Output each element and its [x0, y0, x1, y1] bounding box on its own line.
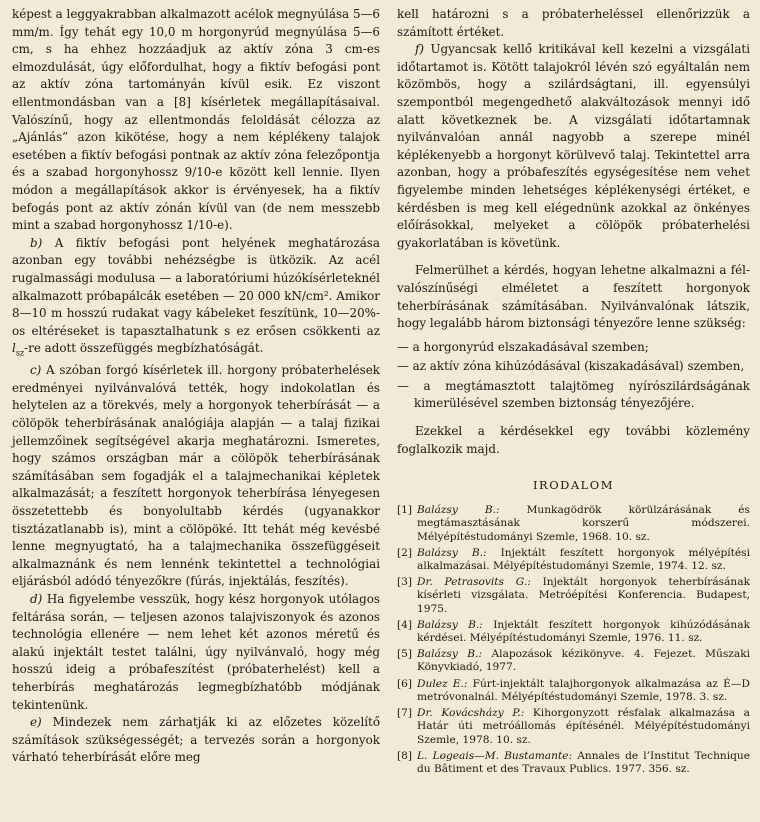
reference-number: [2]	[397, 546, 413, 559]
paragraph-d	[12, 591, 380, 714]
reference-text: Munkagödrök körülzárásának és megtámasztásának korszerű módszerei. Mélyépítéstudományi Szemle, 1968. 10. sz.	[417, 504, 750, 543]
paragraph-c	[12, 362, 380, 591]
reference-author: Balázsy B.:	[417, 648, 483, 661]
paragraph-b-tail: -re adott összefüggés megbízhatóságát.	[24, 341, 264, 356]
symbol-subscript: sz	[15, 348, 25, 358]
reference-item	[397, 576, 750, 616]
references-heading: IRODALOM	[533, 478, 614, 493]
paragraph-f-text: Ugyancsak kellő kritikával kell kezelni a vizsgálati időtartamot is. Kötött talajokról lévén szó egyáltalán nem közömbös, hogy a szilárdságtani, ill. egyensúlyi szempontból megengedhető alakváltozások mennyi idő alatt következnek be. A vizsgálati időtartamnak nyilvánvalóan annál nagyobb a szerepe minél képlékenyebb a horgonyt körülvevő talaj. Tekintettel arra azonban, hogy a próbafeszítés egységesítése nem vehet figyelembe minden lehetséges képlékenységi értéket, e kérdésben is meg kell elégednünk azokkal az önkényes előírásokkal, melyeket a cölöpök próbaterhelési gyakorlatában is követünk.	[397, 42, 750, 250]
paragraph-e	[12, 714, 380, 767]
right-column	[397, 6, 750, 779]
reference-item	[397, 504, 750, 544]
reference-item	[397, 750, 750, 776]
reference-item	[397, 648, 750, 674]
reference-author: L. Logeais—M. Bustamante:	[417, 749, 573, 762]
item-label-b: b)	[30, 235, 43, 250]
safety-factor-list	[397, 339, 750, 413]
paragraph-e-text: Mindezek nem zárhatják ki az előzetes közelítő számítások szükségességét; a tervezés során a horgonyok várható teherbírását előre meg	[12, 715, 380, 765]
reference-text: Injektált horgonyok teherbírásának kísérleti vizsgálata. Metróépítési Konferencia. Budapest, 1975.	[417, 576, 750, 615]
reference-author: Dr. Kovácsházy P.:	[417, 707, 525, 720]
reference-number: [5]	[397, 648, 413, 661]
item-label-f: f)	[415, 42, 425, 57]
list-item: — a megtámasztott talajtömeg nyírószilárdságának kimerülésével szemben biztonság tényezőjére.	[397, 378, 750, 411]
reference-author: Dulez E.:	[417, 677, 468, 690]
list-item: — a horgonyrúd elszakadásával szemben;	[397, 339, 649, 354]
reference-number: [3]	[397, 576, 413, 589]
reference-number: [6]	[397, 677, 413, 690]
reference-text: Kihorgonyzott résfalak alkalmazása a Határ úti metróállomás építésénél. Mélyépítéstudományi Szemle, 1978. 10. sz.	[417, 707, 750, 746]
paragraph-f	[397, 41, 750, 252]
references-list	[397, 504, 750, 776]
reference-author: Dr. Petrasovits G.:	[417, 576, 531, 589]
reference-number: [7]	[397, 707, 413, 720]
paragraph-b-text: A fiktív befogási pont helyének meghatározása azonban egy további nehézségbe is ütközik. Az acél rugalmassági modulusa — a laboratóriumi húzókísérleteknél alkalmazott próbapálcák esetében — 20 000 kN/cm². Amikor 8—10 m hosszú rudakat vagy kábeleket feszítünk, 10—20%-os eltéréseket is tapasztalhatunk s ez erősen csökkenti az	[12, 235, 380, 338]
paragraph-c-text: A szóban forgó kísérletek ill. horgony próbaterhelések eredményei nyilvánvalóvá tették, hogy indokolatlan és helytelen az a törekvés, mely a horgonyok teherbírását — a cölöpök teherbírásának analógiája alapján — a talaj fizikai jellemzőinek segítségével akarja meghatározni. Ismeretes, hogy számos országban már a cölöpök teherbírásának számításában sem fogadják el a talajmechanikai képletek alkalmazását; a feszített horgonyok teherbírása lényegesen összetettebb és bonyolultabb kérdés (ugyanakkor tisztázatlanabb is), mint a cölöpöké. Itt tehát még kevésbé lenne megnyugtató, ha a talajmechanika összefüggéseit alkalmaznánk és nem lennénk tekintettel a technológiai eljárásból adódó tényezőkre (fúrás, injektálás, feszítés).	[12, 363, 380, 589]
paragraph-continuation: képest a leggyakrabban alkalmazott acélok megnyúlása 5—6 mm/m. Így tehát egy 10,0 m horgonyrúd megnyúlása 5—6 cm, s ha ehhez hozzáadjuk az aktív zóna 3 cm-es elmozdulását, úgy előfordulhat, hogy a fiktív befogási pont az aktív zóna tartományán kívül esik. Ez viszont ellentmondásban van a [8] kísérletek megállapításaival. Valószínű, hogy az ellentmondás feloldását célozza az „Ajánlás” azon kikötése, hogy a nem képlékeny talajok esetében a fiktív befogási pontnak az aktív zóna felezőpontja és a szabad horgonyhossz 9/10-e között kell lennie. Ilyen módon a megállapítások akkor is érvényesek, ha a fiktív befogás pont az aktív zónán kívül van (de nem messzebb mint a szabad horgonyhossz 1/10-e).	[12, 7, 380, 233]
item-label-e: e)	[30, 715, 42, 730]
reference-text: Alapozások kézikönyve. 4. Fejezet. Műszaki Könyvkiadó, 1977.	[417, 648, 750, 674]
paragraph-b	[12, 235, 380, 363]
reference-number: [8]	[397, 749, 413, 762]
item-label-d: d)	[30, 591, 43, 606]
paragraph-d-text: Ha figyelembe vesszük, hogy kész horgonyok utólagos feltárása során, — teljesen azonos talajviszonyok és azonos technológia ellenére — nem lehet két azonos méretű és alakú injektált testet találni, úgy nyilvánvaló, hogy még hosszú ideig a próbafeszítést (próbaterhelést) kell a teherbírás meghatározás legmegbízhatóbb módjának tekintenünk.	[12, 591, 380, 712]
reference-number: [4]	[397, 618, 413, 631]
reference-author: Balázsy B.:	[417, 618, 483, 631]
reference-item	[397, 678, 750, 704]
paragraph-closing: Ezekkel a kérdésekkel egy további közlemény foglalkozik majd.	[397, 424, 750, 456]
reference-author: Balázsy B.:	[417, 546, 487, 559]
reference-item	[397, 707, 750, 747]
reference-item	[397, 619, 750, 645]
paragraph-continuation-right: kell határozni s a próbaterheléssel ellenőrizzük a számított értéket.	[397, 7, 750, 39]
reference-item	[397, 547, 750, 573]
list-item: — az aktív zóna kihúzódásával (kiszakadásával) szemben,	[397, 359, 745, 374]
symbol-l: l	[12, 341, 16, 356]
left-column	[12, 6, 380, 767]
reference-text: Annales de l’Institut Technique du Bâtiment et des Travaux Publics. 1977. 356. sz.	[417, 749, 750, 775]
item-label-c: c)	[30, 363, 42, 378]
reference-text: Fúrt-injektált talajhorgonyok alkalmazása az É—D metróvonalnál. Mélyépítéstudományi Szemle, 1978. 3. sz.	[417, 677, 751, 703]
reference-text: Injektált feszített horgonyok mélyépítési alkalmazásai. Mélyépítéstudományi Szemle, 1974. 12. sz.	[417, 546, 750, 573]
paragraph-question: Felmerülhet a kérdés, hogyan lehetne alkalmazni a fél-valószínűségi elméletet a feszített horgonyok teherbírásának számításában. Nyilvánvalónak látszik, hogy legalább három biztonsági tényezőre lenne szükség:	[397, 263, 750, 331]
reference-author: Balázsy B.:	[417, 504, 500, 517]
reference-number: [1]	[397, 504, 413, 517]
reference-text: Injektált feszített horgonyok kihúzódásának kérdései. Mélyépítéstudományi Szemle, 1976. 11. sz.	[417, 618, 750, 645]
